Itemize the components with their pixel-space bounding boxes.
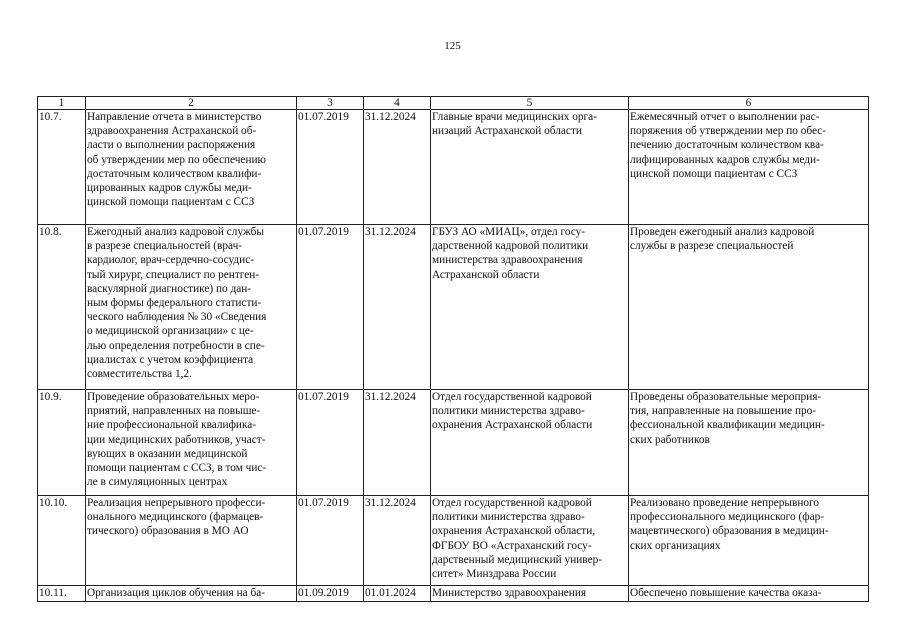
end-date-cell: 01.01.2024 <box>364 586 431 602</box>
column-header: 5 <box>431 97 629 110</box>
plan-table <box>37 96 869 602</box>
column-header: 1 <box>38 97 86 110</box>
result-cell: Проведены образовательные мероприя- тия, направленные на повышение про- фессиональной квалификации медицин- ских работников <box>629 390 869 496</box>
end-date-cell: 31.12.2024 <box>364 496 431 586</box>
start-date-cell: 01.09.2019 <box>297 586 364 602</box>
action-cell: Проведение образовательных меро- приятий, направленных на повыше- ние профессиональной квалифика- ции медицинских работников, участ- вующих в оказании медицинской помощи пациентам с ССЗ, в том чис- ле в симуляционных центрах <box>86 390 297 496</box>
end-date-cell: 31.12.2024 <box>364 390 431 496</box>
page-number: 125 <box>444 40 461 52</box>
table-row <box>38 225 869 390</box>
responsible-cell: Отдел государственной кадровой политики министерства здраво- охранения Астраханской области, ФГБОУ ВО «Астраханский госу- дарственный медицинский универ- ситет» Минздрава России <box>431 496 629 586</box>
header-row <box>38 97 869 110</box>
responsible-cell: Отдел государственной кадровой политики министерства здраво- охранения Астраханской области <box>431 390 629 496</box>
result-cell: Реализовано проведение непрерывного профессионального медицинского (фар- мацевтического) образования в медицин- ских организациях <box>629 496 869 586</box>
row-number: 10.7. <box>38 110 86 225</box>
row-number: 10.10. <box>38 496 86 586</box>
start-date-cell: 01.07.2019 <box>297 110 364 225</box>
end-date-cell: 31.12.2024 <box>364 110 431 225</box>
responsible-cell: Главные врачи медицинских орга- низаций Астраханской области <box>431 110 629 225</box>
end-date-cell: 31.12.2024 <box>364 225 431 390</box>
table-row <box>38 586 869 602</box>
result-cell: Ежемесячный отчет о выполнении рас- поряжения об утверждении мер по обес- печению достаточным количеством ква- лифицированных кадров службы меди- цинской помощи пациентам с ССЗ <box>629 110 869 225</box>
start-date-cell: 01.07.2019 <box>297 390 364 496</box>
start-date-cell: 01.07.2019 <box>297 225 364 390</box>
result-cell: Обеспечено повышение качества оказа- <box>629 586 869 602</box>
responsible-cell: ГБУЗ АО «МИАЦ», отдел госу- дарственной кадровой политики министерства здравоохранения Астраханской области <box>431 225 629 390</box>
action-cell: Направление отчета в министерство здравоохранения Астраханской об- ласти о выполнении распоряжения об утверждении мер по обеспечению достаточным количеством квалифи- цированных кадров службы меди- цинской помощи пациентам с ССЗ <box>86 110 297 225</box>
row-number: 10.9. <box>38 390 86 496</box>
column-header: 2 <box>86 97 297 110</box>
table-row <box>38 390 869 496</box>
column-header: 6 <box>629 97 869 110</box>
row-number: 10.8. <box>38 225 86 390</box>
column-header: 4 <box>364 97 431 110</box>
table-row <box>38 496 869 586</box>
start-date-cell: 01.07.2019 <box>297 496 364 586</box>
responsible-cell: Министерство здравоохранения <box>431 586 629 602</box>
row-number: 10.11. <box>38 586 86 602</box>
action-cell: Организация циклов обучения на ба- <box>86 586 297 602</box>
result-cell: Проведен ежегодный анализ кадровой службы в разрезе специальностей <box>629 225 869 390</box>
column-header: 3 <box>297 97 364 110</box>
table-row <box>38 110 869 225</box>
action-cell: Реализация непрерывного професси- онального медицинского (фармацев- тического) образования в МО АО <box>86 496 297 586</box>
action-cell: Ежегодный анализ кадровой службы в разрезе специальностей (врач- кардиолог, врач-сердечно-сосудис- тый хирург, специалист по рентген- васкулярной диагностике) по дан- ным формы федерального статисти- ческого наблюдения № 30 «Сведения о медицинской организации» с це- лью определения потребности в спе- циалистах с учетом коэффициента совместительства 1,2. <box>86 225 297 390</box>
